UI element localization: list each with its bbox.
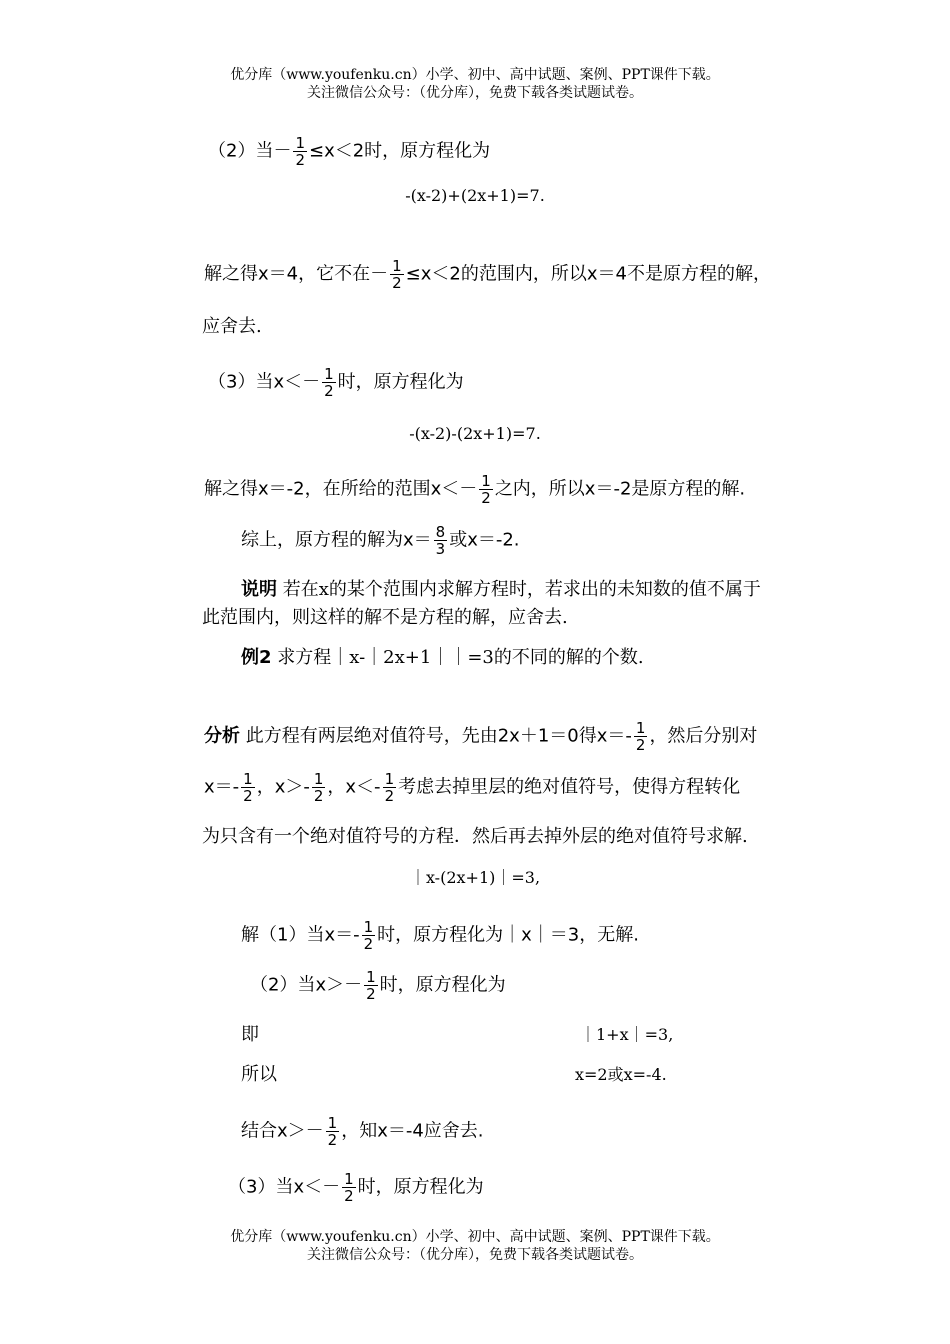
combine-post: ，知x＝-4应舍去. (341, 1120, 484, 1142)
sol-case2-line (250, 969, 506, 1002)
solution3-post: 之内，所以x＝-2是原方程的解. (494, 478, 746, 500)
solution3-line (204, 473, 745, 506)
fraction-den: 2 (313, 787, 324, 805)
ji-label: 即 (241, 1024, 259, 1045)
half-fraction (312, 771, 326, 804)
fraction-num: 1 (344, 1170, 354, 1188)
case2-line (208, 135, 490, 168)
example2-text: 求方程｜x-｜2x+1｜｜=3的不同的解的个数. (277, 647, 644, 668)
fraction-den: 2 (366, 985, 376, 1003)
fraction-den: 2 (481, 489, 491, 507)
fraction-den: 2 (363, 935, 374, 953)
sol-case1-pre: 解（1）当x＝- (241, 924, 360, 946)
note-text1: 若在x的某个范围内求解方程时，若求出的未知数的值不属于 (282, 579, 761, 600)
case2-pre: （2）当－ (208, 140, 292, 162)
combine-pre: 结合x＞－ (241, 1120, 324, 1142)
sol-case3-post: 时，原方程化为 (357, 1176, 484, 1198)
page-header-line2: 关注微信公众号：（优分库），免费下载各类试题试卷。 (307, 85, 643, 101)
sol-case1-line (241, 919, 639, 952)
fraction-num: 1 (366, 968, 376, 986)
fraction-den: 2 (392, 274, 402, 292)
fraction-num: 1 (313, 770, 324, 788)
fraction-den: 2 (384, 787, 395, 805)
analysis-line2 (204, 771, 740, 804)
case3-line (208, 366, 464, 399)
half-fraction (364, 969, 378, 1002)
solution2-line (204, 258, 771, 291)
equation-1: -(x-2)+(2x+1)=7. (405, 186, 545, 205)
fraction-den: 2 (344, 1187, 354, 1205)
fraction-num: 1 (243, 770, 253, 788)
page-footer-line1: 优分库（www.youfenku.cn）小学、初中、高中试题、案例、PPT课件下载。 (230, 1229, 720, 1245)
sol-case2-post: 时，原方程化为 (379, 974, 506, 996)
sol-case3-pre: （3）当x＜－ (228, 1176, 341, 1198)
fraction-num: 1 (363, 918, 374, 936)
equation-3: ｜x-(2x+1)｜=3, (409, 868, 541, 887)
analysis-line1 (204, 720, 757, 753)
half-fraction (390, 258, 404, 291)
fraction-num: 1 (327, 1114, 338, 1132)
ji-value: ｜1+x｜=3, (580, 1025, 674, 1044)
note-line2: 此范围内，则这样的解不是方程的解，应舍去. (202, 607, 568, 628)
summary-pre: 综上，原方程的解为x＝ (241, 529, 432, 551)
eight-thirds-fraction (434, 524, 448, 557)
fraction-den: 2 (243, 787, 253, 805)
analysis-line1-pre: 此方程有两层绝对值符号，先由2x＋1＝0得x＝- (245, 725, 632, 747)
half-fraction (241, 771, 255, 804)
case3-post: 时，原方程化为 (337, 371, 464, 393)
analysis-line2-b: ，x＞- (256, 776, 310, 798)
suoyi-value: x=2或x=-4. (575, 1065, 667, 1084)
sol-case1-post: 时，原方程化为｜x｜＝3，无解. (377, 924, 639, 946)
case2-mid: ≤x＜2时，原方程化为 (309, 140, 491, 162)
summary-post: 或x＝-2. (449, 529, 520, 551)
fraction-num: 1 (295, 134, 305, 152)
fraction-num: 1 (384, 770, 395, 788)
page-footer-line2: 关注微信公众号：（优分库），免费下载各类试题试卷。 (307, 1247, 643, 1263)
half-fraction (322, 366, 336, 399)
fraction-num: 1 (635, 719, 646, 737)
solution2-post: ≤x＜2的范围内，所以x＝4不是原方程的解， (405, 263, 771, 285)
analysis-line2-c: ，x＜- (327, 776, 381, 798)
half-fraction (634, 720, 648, 753)
analysis-line2-a: x＝- (204, 776, 240, 798)
note-label: 说明 (241, 579, 277, 600)
combine-line (241, 1115, 484, 1148)
fraction-num: 8 (435, 523, 446, 541)
solution2-pre: 解之得x＝4，它不在－ (204, 263, 389, 285)
page-header-line1: 优分库（www.youfenku.cn）小学、初中、高中试题、案例、PPT课件下载。 (230, 67, 720, 83)
fraction-den: 2 (295, 151, 305, 169)
fraction-den: 3 (435, 540, 446, 558)
note-line1 (241, 578, 761, 602)
half-fraction (479, 473, 493, 506)
example2-label: 例2 (241, 647, 272, 668)
solution3-pre: 解之得x＝-2，在所给的范围x＜－ (204, 478, 478, 500)
analysis-label: 分析 (204, 725, 240, 747)
fraction-num: 1 (481, 472, 491, 490)
sol-case2-pre: （2）当x＞－ (250, 974, 363, 996)
case3-pre: （3）当x＜－ (208, 371, 321, 393)
fraction-num: 1 (392, 257, 402, 275)
discard-text: 应舍去. (202, 316, 262, 337)
analysis-line1-post: ，然后分别对 (649, 725, 758, 747)
summary-line (241, 524, 520, 557)
example2-line (241, 646, 644, 670)
suoyi-label: 所以 (241, 1064, 277, 1085)
analysis-line2-d: 考虑去掉里层的绝对值符号，使得方程转化 (398, 776, 741, 798)
half-fraction (326, 1115, 340, 1148)
half-fraction (293, 135, 307, 168)
half-fraction (362, 919, 376, 952)
fraction-num: 1 (324, 365, 334, 383)
equation-2: -(x-2)-(2x+1)=7. (409, 424, 541, 443)
half-fraction (383, 771, 397, 804)
sol-case3-line (228, 1171, 484, 1204)
fraction-den: 2 (635, 736, 646, 754)
fraction-den: 2 (327, 1131, 338, 1149)
fraction-den: 2 (324, 382, 334, 400)
half-fraction (342, 1171, 356, 1204)
analysis-line3: 为只含有一个绝对值符号的方程．然后再去掉外层的绝对值符号求解. (202, 826, 748, 847)
